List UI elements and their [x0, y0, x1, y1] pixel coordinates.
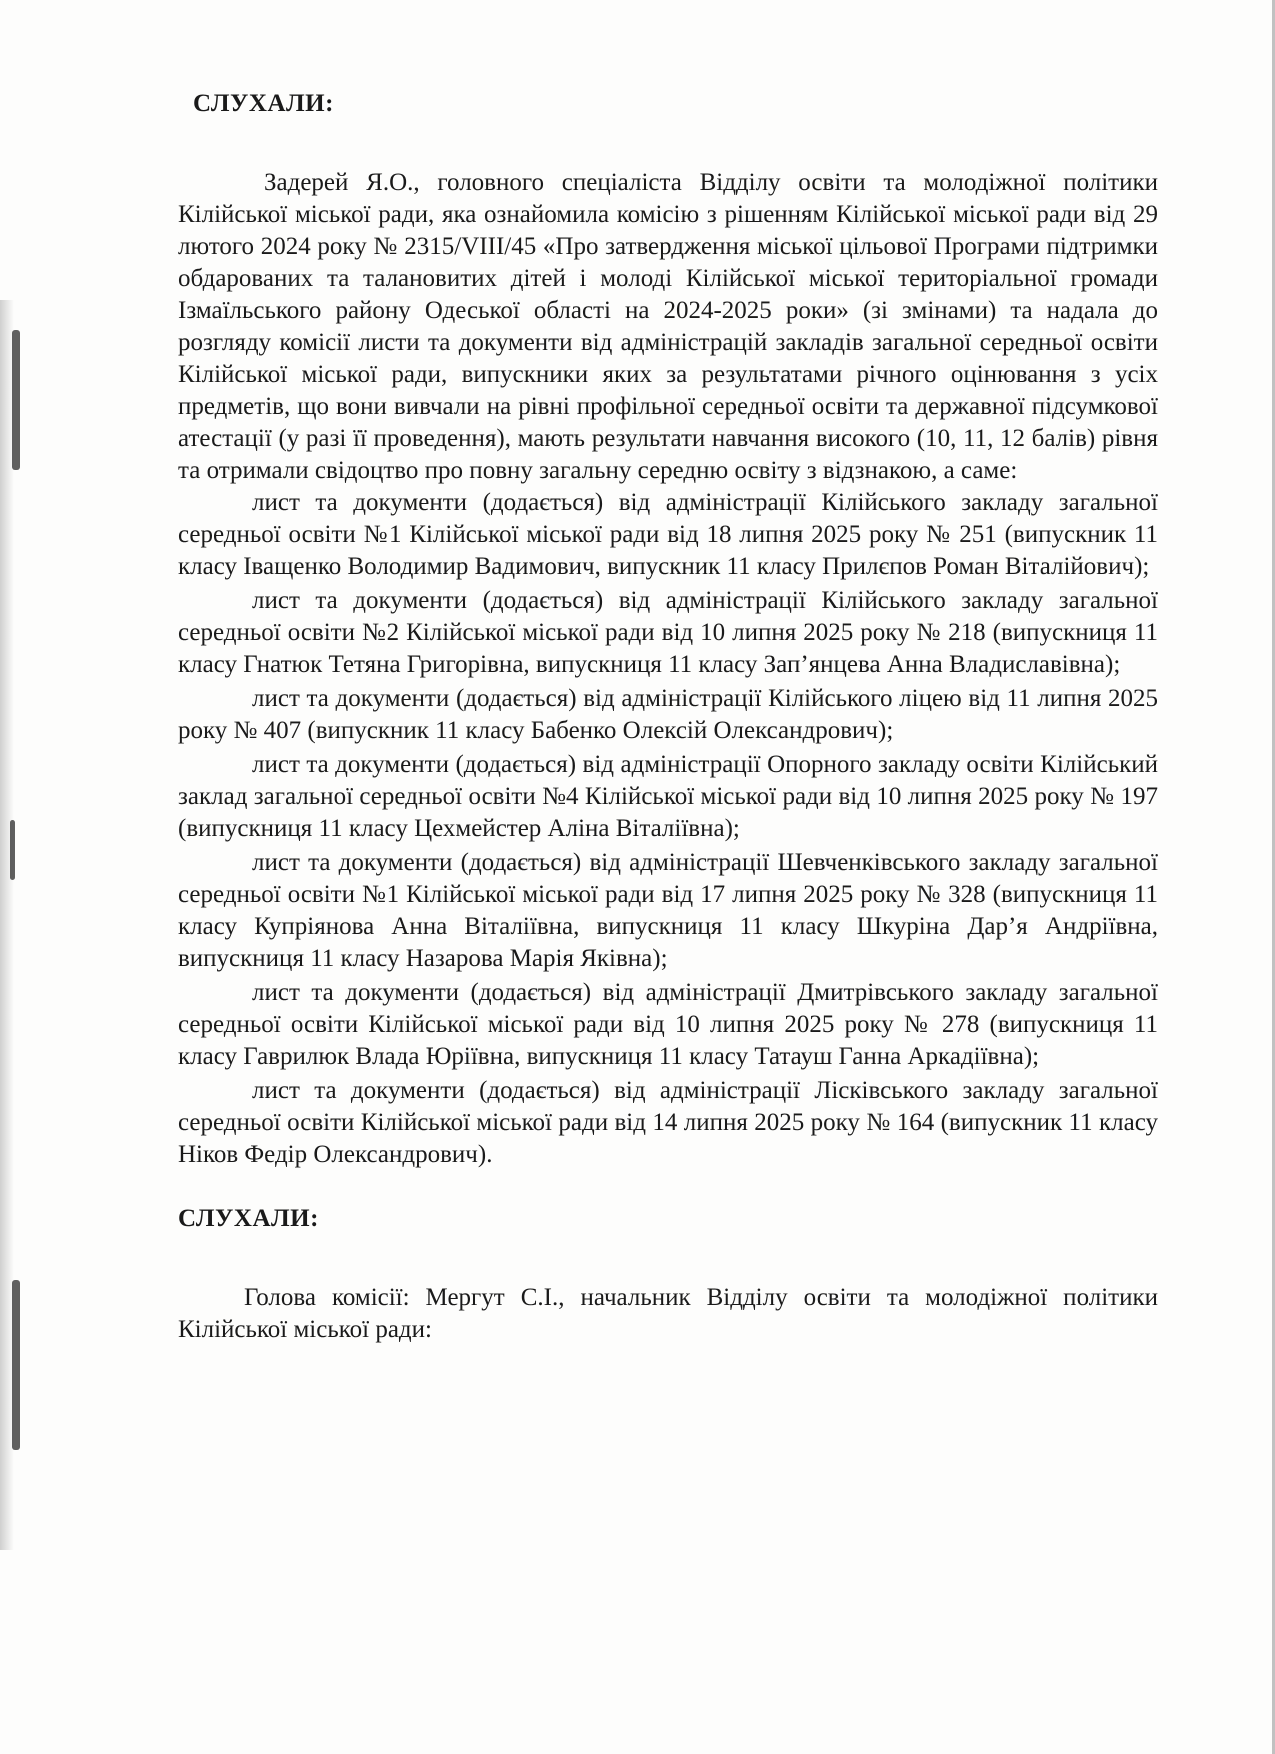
scan-mark	[12, 1280, 20, 1450]
document-body	[178, 88, 1158, 1346]
letter-item-1: лист та документи (додається) від адміністрації Кілійського закладу загальної середньої освіти №1 Кілійської міської ради від 18 липня 2025 року № 251 (випускник 11 класу Іващенко Володимир Вадимович, випускник 11 класу Прилєпов Роман Віталійович);	[178, 489, 1158, 580]
heading-heard-1: СЛУХАЛИ:	[193, 90, 334, 117]
letter-item-7: лист та документи (додається) від адміністрації Лісківського закладу загальної середньої освіти Кілійської міської ради від 14 липня 2025 року № 164 (випускник 11 класу Ніков Федір Олександрович).	[178, 1077, 1158, 1168]
letter-item-2: лист та документи (додається) від адміністрації Кілійського закладу загальної середньої освіти №2 Кілійської міської ради від 10 липня 2025 року № 218 (випускниця 11 класу Гнатюк Тетяна Григорівна, випускниця 11 класу Зап’янцева Анна Владиславівна);	[178, 587, 1158, 678]
heading-heard-2: СЛУХАЛИ:	[178, 1205, 319, 1232]
letter-item-4: лист та документи (додається) від адміністрації Опорного закладу освіти Кілійський заклад загальної середньої освіти №4 Кілійської міської ради від 10 липня 2025 року № 197 (випускниця 11 класу Цехмейстер Аліна Віталіївна);	[178, 751, 1158, 842]
letter-item-3: лист та документи (додається) від адміністрації Кілійського ліцею від 11 липня 2025 року № 407 (випускник 11 класу Бабенко Олексій Олександрович);	[178, 685, 1158, 744]
paragraph-chair: Голова комісії: Мергут С.І., начальник Відділу освіти та молодіжної політики Кілійської міської ради:	[178, 1284, 1158, 1343]
scan-mark	[10, 820, 15, 880]
scan-mark	[12, 330, 20, 470]
paragraph-intro: Задерей Я.О., головного спеціаліста Відділу освіти та молодіжної політики Кілійської міської ради, яка ознайомила комісію з рішенням Кілійської міської ради від 29 лютого 2024 року № 2315/VIII/45 «Про затвердження міської цільової Програми підтримки обдарованих та талановитих дітей і молоді Кілійської міської територіальної громади Ізмаїльського району Одеської області на 2024-2025 роки» (зі змінами) та надала до розгляду комісії листи та документи від адміністрацій закладів загальної середньої освіти Кілійської міської ради, випускники яких за результатами річного оцінювання з усіх предметів, що вони вивчали на рівні профільної середньої освіти та державної підсумкової атестації (у разі її проведення), мають результати навчання високого (10, 11, 12 балів) рівня та отримали свідоцтво про повну загальну середню освіту з відзнакою, а саме:	[178, 169, 1158, 484]
letter-item-5: лист та документи (додається) від адміністрації Шевченківського закладу загальної середньої освіти №1 Кілійської міської ради від 17 липня 2025 року № 328 (випускниця 11 класу Купріянова Анна Віталіївна, випускниця 11 класу Шкуріна Дар’я Андріївна, випускниця 11 класу Назарова Марія Яківна);	[178, 849, 1158, 972]
letter-item-6: лист та документи (додається) від адміністрації Дмитрівського закладу загальної середньої освіти Кілійської міської ради від 10 липня 2025 року № 278 (випускниця 11 класу Гаврилюк Влада Юріївна, випускниця 11 класу Татауш Ганна Аркадіївна);	[178, 979, 1158, 1070]
